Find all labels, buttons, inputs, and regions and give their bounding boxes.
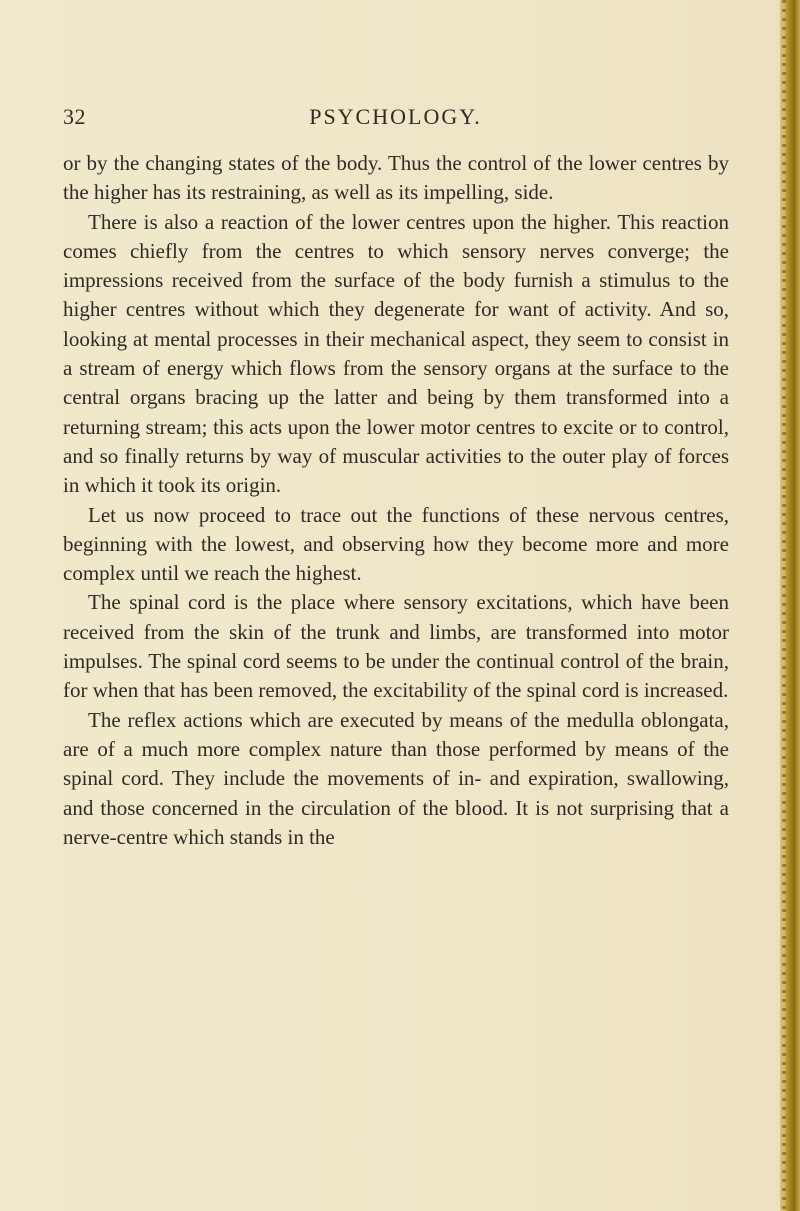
gilt-page-edge: [780, 0, 800, 1211]
page-number: 32: [63, 104, 86, 129]
paragraph-1: or by the changing states of the body. Thus the control of the lower centres by the higher has its restraining, as well as its impelling, side.: [63, 151, 729, 205]
paragraph-4: The spinal cord is the place where sensory excitations, which have been received from the skin of the trunk and limbs, are transformed into motor impulses. The spinal cord seems to be under the continual control of the brain, for when that has been removed, the excitability of the spinal cord is increased.: [63, 590, 729, 703]
body-text: [63, 149, 729, 852]
page-header: [63, 104, 728, 140]
paragraph-3: Let us now proceed to trace out the functions of these nervous centres, beginning with the lowest, and observing how they become more and more complex until we reach the highest.: [63, 502, 729, 586]
running-title: PSYCHOLOGY.: [309, 104, 482, 129]
paragraph-5: The reflex actions which are executed by means of the medulla oblongata, are of a much more complex nature than those performed by means of the spinal cord. They include the movements of in- and expiration, swallowing, and those concerned in the circulation of the blood. It is not surprising that a nerve-centre which stands in the: [63, 707, 729, 849]
paragraph-2: There is also a reaction of the lower centres upon the higher. This reaction comes chiefly from the centres to which sensory nerves converge; the impressions received from the surface of the body furnish a stimulus to the higher centres without which they degenerate for want of activity. And so, looking at mental processes in their mechanical aspect, they seem to consist in a stream of energy which flows from the sensory organs at the surface to the central organs bracing up the latter and being by them transformed into a returning stream; this acts upon the lower motor centres to excite or to control, and so finally returns by way of muscular activities to the outer play of forces in which it took its origin.: [63, 209, 729, 498]
